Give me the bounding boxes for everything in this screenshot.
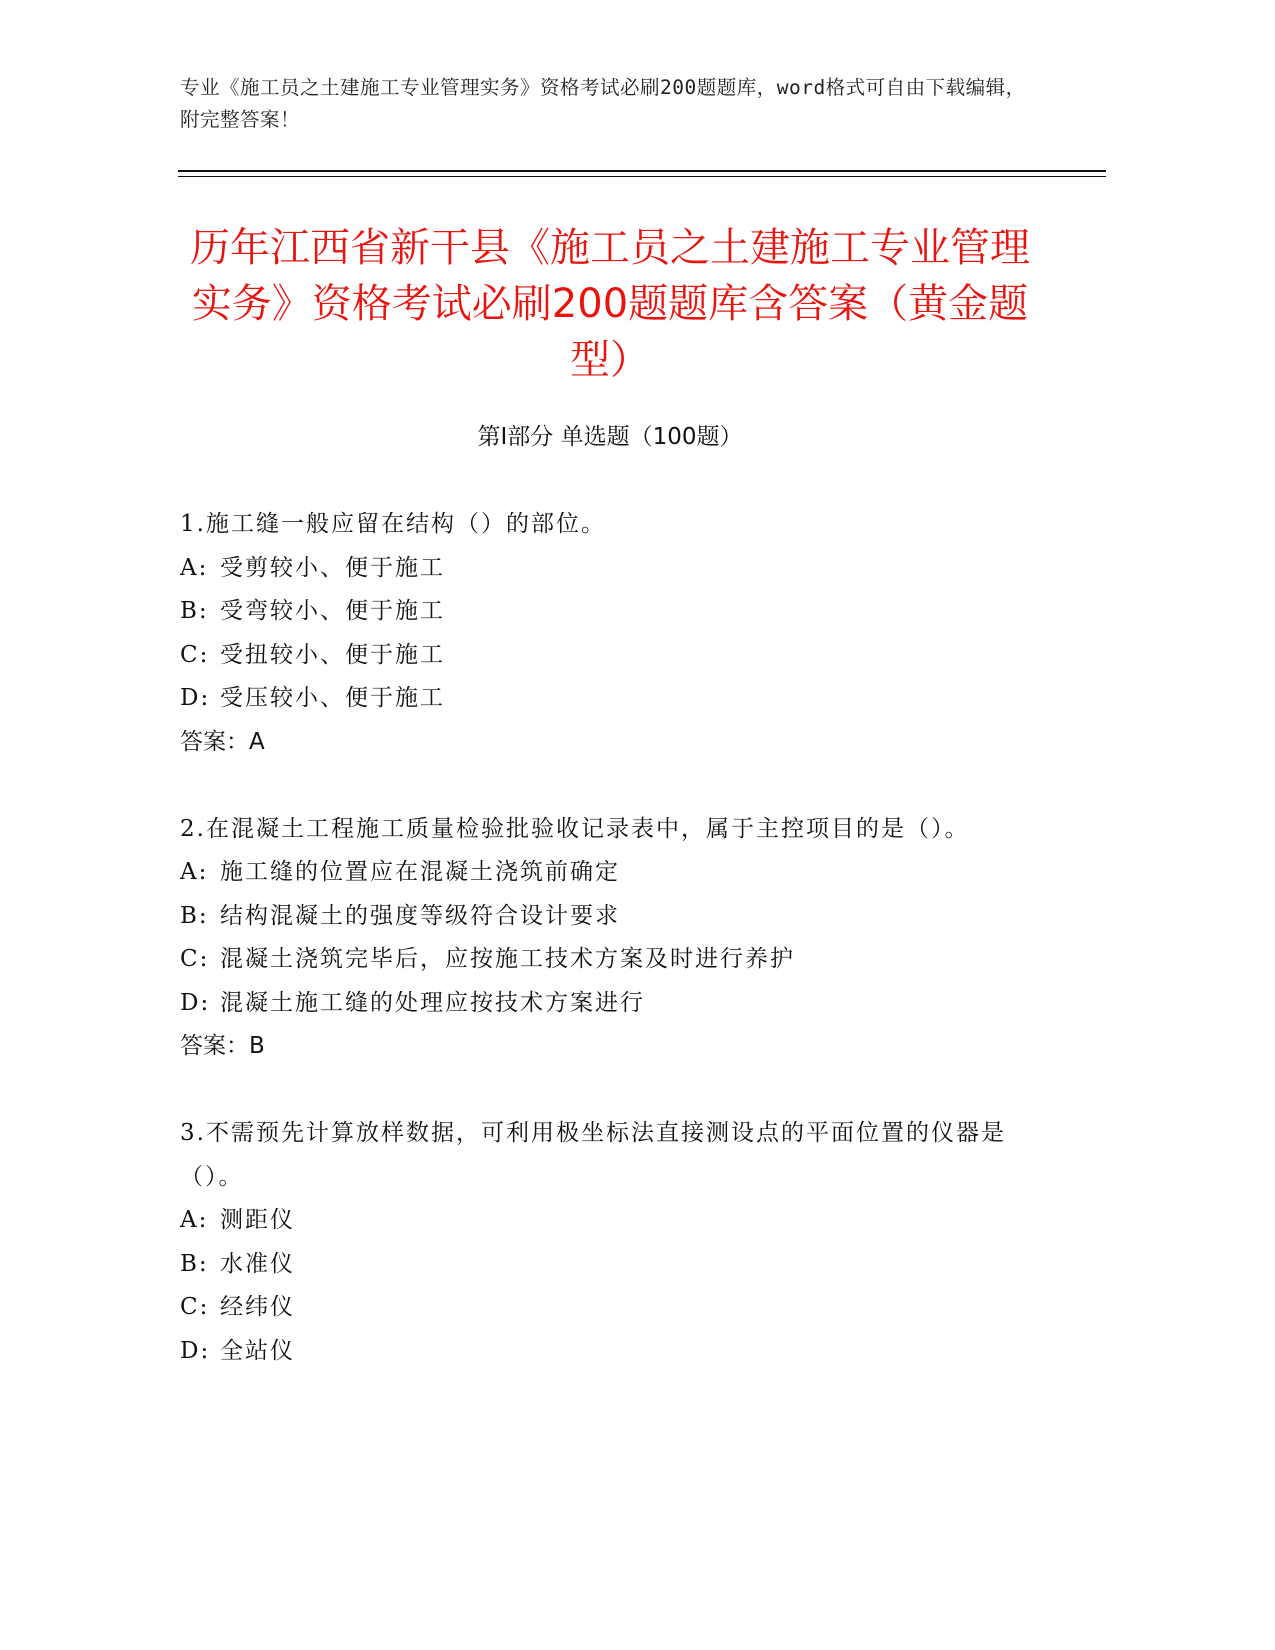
option-d [180, 982, 1040, 1026]
question-3 [180, 1112, 1040, 1373]
option-b [180, 895, 1040, 939]
header-divider-thick [178, 170, 1106, 172]
option-text: 全站仪 [220, 1337, 295, 1364]
option-letter: C: [180, 1294, 210, 1320]
question-1 [180, 503, 1040, 764]
question-stem: 2.在混凝土工程施工质量检验批验收记录表中，属于主控项目的是（）。 [180, 815, 970, 842]
answer-line: 答案：B [180, 1033, 265, 1059]
answer-line: 答案：A [180, 728, 265, 755]
option-letter: D: [180, 685, 211, 711]
header-note: 专业《施工员之土建施工专业管理实务》资格考试必刷200题题库，word格式可自由下载编辑，附完整答案！ [180, 76, 1026, 131]
option-text: 混凝土浇筑完毕后，应按施工技术方案及时进行养护 [220, 946, 795, 972]
option-b [180, 590, 1040, 634]
question-list [180, 503, 1040, 1373]
document-title: 历年江西省新干县《施工员之土建施工专业管理实务》资格考试必刷200题题库含答案（黄金题型） [190, 225, 1030, 383]
option-letter: B: [180, 902, 209, 929]
option-text: 结构混凝土的强度等级符合设计要求 [220, 902, 620, 929]
option-text: 受扭较小、便于施工 [220, 641, 445, 668]
option-c [180, 634, 1040, 678]
option-a [180, 547, 1040, 591]
option-text: 施工缝的位置应在混凝土浇筑前确定 [220, 859, 620, 885]
option-text: 受弯较小、便于施工 [220, 598, 445, 624]
option-c [180, 938, 1040, 982]
option-letter: A: [180, 554, 209, 581]
option-letter: D: [180, 1337, 211, 1364]
question-stem: 3.不需预先计算放样数据，可利用极坐标法直接测设点的平面位置的仪器是（）。 [180, 1120, 1006, 1190]
option-text: 受剪较小、便于施工 [220, 554, 445, 581]
option-letter: D: [180, 989, 211, 1016]
option-a [180, 851, 1040, 895]
option-letter: C: [180, 641, 210, 668]
question-spacer [180, 764, 1040, 808]
question-stem: 1.施工缝一般应留在结构（）的部位。 [180, 511, 606, 537]
option-letter: C: [180, 946, 210, 972]
option-letter: A: [180, 1207, 209, 1233]
option-d [180, 1330, 1040, 1374]
option-text: 受压较小、便于施工 [220, 685, 445, 711]
question-2 [180, 808, 1040, 1069]
question-spacer [180, 1069, 1040, 1113]
option-letter: B: [180, 1250, 209, 1277]
option-a [180, 1199, 1040, 1243]
option-text: 水准仪 [220, 1250, 295, 1277]
option-c [180, 1286, 1040, 1330]
option-text: 测距仪 [220, 1207, 295, 1233]
option-letter: A: [180, 859, 209, 885]
option-b [180, 1243, 1040, 1287]
header-divider-thin [178, 176, 1106, 177]
option-text: 经纬仪 [220, 1294, 295, 1320]
option-letter: B: [180, 598, 209, 624]
option-d [180, 677, 1040, 721]
section-heading: 第Ⅰ部分 单选题（100题） [477, 424, 743, 450]
option-text: 混凝土施工缝的处理应按技术方案进行 [220, 989, 645, 1016]
